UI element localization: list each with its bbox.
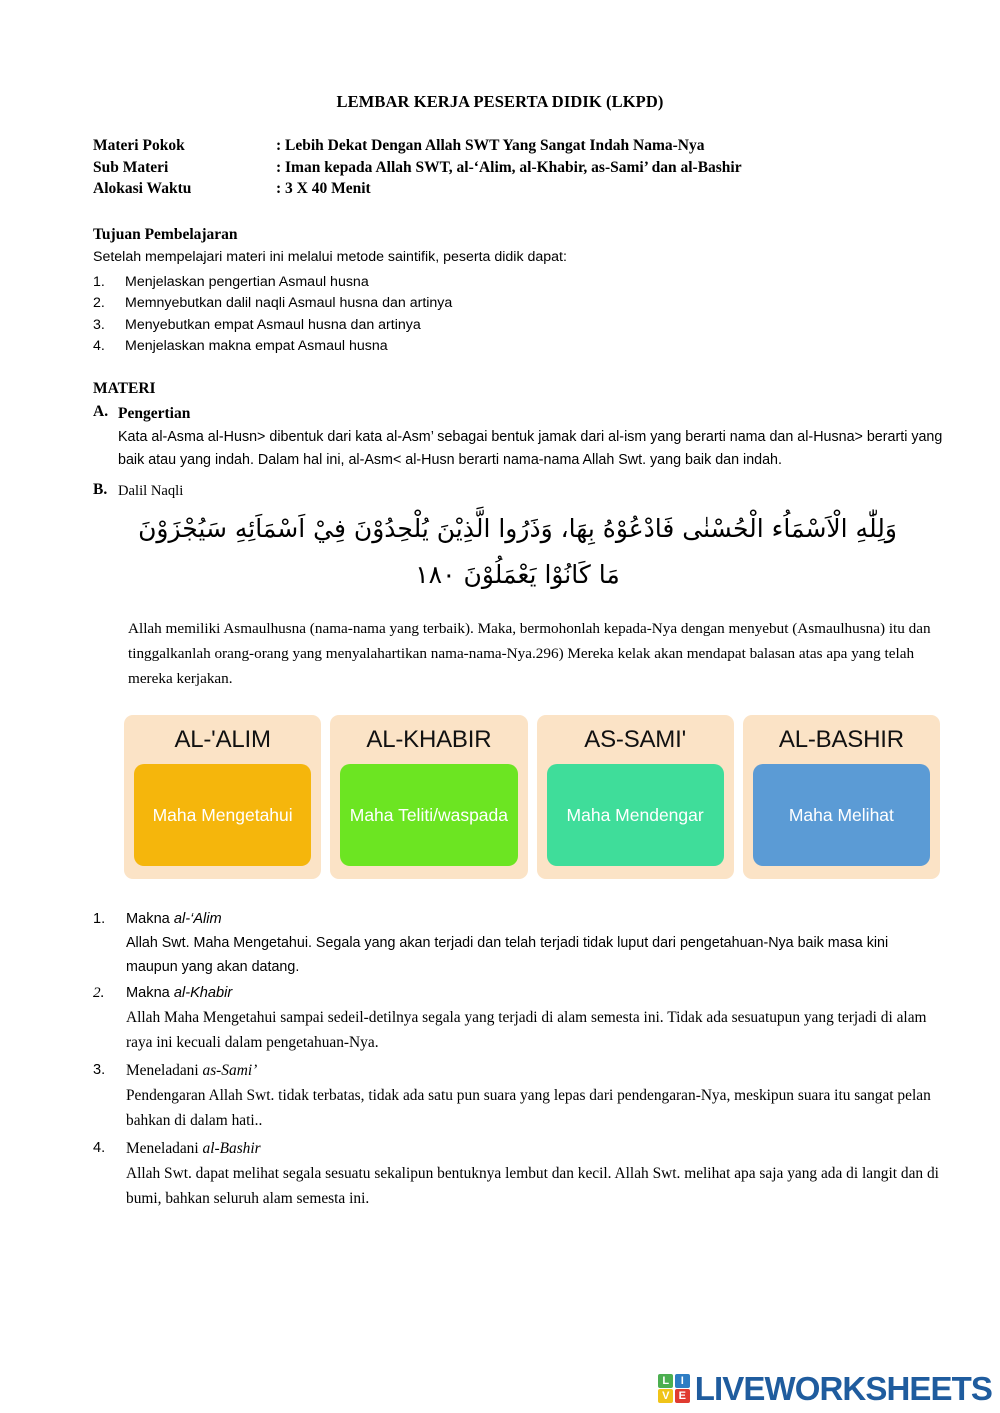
- list-item-body: [126, 1136, 940, 1212]
- card-meaning-label: Maha Mengetahui: [152, 804, 293, 825]
- section-heading-tujuan: Tujuan Pembelajaran: [93, 225, 238, 243]
- list-item: [93, 272, 1000, 294]
- meta-label: Materi Pokok: [93, 137, 185, 154]
- list-item-body: [126, 981, 940, 1056]
- list-item: [93, 907, 940, 981]
- meta-value: Iman kepada Allah SWT, al-‘Alim, al-Khabir, as-Sami’ dan al-Bashir: [285, 158, 742, 176]
- list-item: [93, 981, 940, 1058]
- list-item-number: 3.: [93, 1061, 106, 1078]
- list-item-label: Menyebutkan empat Asmaul husna dan artinya: [125, 316, 421, 333]
- card-al-bashir: [743, 715, 940, 879]
- makna-heading-prefix: Meneladani: [126, 1139, 203, 1157]
- makna-heading: [126, 1058, 940, 1083]
- section-marker: A.: [93, 402, 109, 420]
- list-item-number: 2.: [93, 983, 105, 1001]
- card-al-alim: [124, 715, 321, 879]
- list-item: [93, 315, 1000, 337]
- subsection-title: Pengertian: [118, 404, 191, 422]
- meta-separator: :: [276, 137, 282, 154]
- meta-separator: :: [276, 180, 282, 197]
- materi-section-dalil: [0, 473, 1000, 502]
- quran-translation: Allah memiliki Asmaulhusna (nama-nama yang terbaik). Maka, bermohonlah kepada-Nya dengan menyebut (Asmaulhusna) itu dan tinggalkanlah orang-orang yang menyalahartikan nama-nama-Nya.296) Mereka kelak akan mendapat balasan atas apa yang telah mereka kerjakan.: [128, 619, 931, 687]
- quran-verse-line-2: مَا كَانُوْا يَعْمَلُوْنَ ١٨٠: [415, 559, 620, 589]
- card-as-sami: [537, 715, 734, 879]
- tujuan-list: [0, 268, 1000, 358]
- makna-heading-prefix: Makna: [126, 910, 174, 927]
- card-title: AS-SAMI': [584, 725, 686, 753]
- quran-verse: [0, 502, 1000, 598]
- list-item-body: [126, 907, 940, 979]
- list-item-number: 2.: [93, 295, 105, 311]
- liveworksheets-wordmark: LIVEWORKSHEETS: [694, 1370, 992, 1407]
- makna-paragraph: Allah Swt. Maha Mengetahui. Segala yang akan terjadi dan telah terjadi tidak luput dari pengetahuan-Nya baik masa kini maupun yang akan datang.: [126, 934, 889, 975]
- liveworksheets-badge-icon: [658, 1374, 690, 1404]
- badge-tile-l: L: [658, 1374, 673, 1388]
- tujuan-intro-text: Setelah mempelajari materi ini melalui metode saintifik, peserta didik dapat:: [93, 248, 567, 265]
- card-meaning-label: Maha Mendengar: [566, 804, 704, 825]
- list-item: [93, 293, 1000, 315]
- list-item-body: [126, 1058, 940, 1134]
- makna-heading: [126, 1136, 940, 1161]
- meta-row-sub-materi: [93, 157, 1000, 179]
- asmaul-husna-cards: [0, 691, 1000, 879]
- badge-tile-i: I: [675, 1374, 690, 1388]
- makna-heading-term: al-Khabir: [173, 984, 233, 1001]
- list-item-label: Memnyebutkan dalil naqli Asmaul husna dan artinya: [125, 295, 453, 311]
- card-title: AL-BASHIR: [778, 725, 904, 753]
- meta-row-alokasi-waktu: [93, 178, 1000, 200]
- badge-tile-v: V: [658, 1389, 673, 1403]
- card-meaning-label: Maha Teliti/waspada: [349, 804, 508, 825]
- section-heading-materi: MATERI: [93, 379, 156, 397]
- makna-heading-prefix: Makna: [126, 984, 174, 1001]
- card-meaning-box: [547, 764, 724, 866]
- meta-label: Sub Materi: [93, 158, 169, 176]
- makna-heading-term: al-‘Alim: [173, 910, 222, 927]
- card-title: AL-KHABIR: [366, 725, 492, 753]
- card-meaning-label: Maha Melihat: [788, 804, 894, 825]
- list-item-number: 1.: [93, 910, 106, 927]
- meta-block: [0, 112, 1000, 200]
- section-marker: B.: [93, 480, 108, 498]
- card-meaning-box: [340, 764, 517, 866]
- makna-paragraph: Allah Maha Mengetahui sampai sedeil-detilnya segala yang terjadi di alam semesta ini. Tidak ada sesuatupun yang terjadi di alam raya ini kecuali dalam pengetahuan-Nya.: [126, 1008, 927, 1051]
- materi-section-pengertian: [0, 398, 1000, 473]
- list-item-label: Menjelaskan makna empat Asmaul husna: [125, 338, 388, 354]
- makna-heading: [126, 907, 940, 931]
- meta-row-materi-pokok: [93, 135, 1000, 157]
- list-item-label: Menjelaskan pengertian Asmaul husna: [125, 273, 369, 290]
- card-meaning-box: [753, 764, 930, 866]
- meta-value: Lebih Dekat Dengan Allah SWT Yang Sangat Indah Nama-Nya: [285, 137, 705, 154]
- section-body: [118, 403, 1000, 473]
- makna-heading-term: al-Bashir: [202, 1139, 261, 1157]
- makna-paragraph: Allah Swt. dapat melihat segala sesuatu sekalipun bentuknya lembut dan kecil. Allah Swt. melihat apa saja yang ada di langit dan di bumi, bahkan seluruh alam semesta ini.: [126, 1164, 939, 1207]
- list-item-number: 4.: [93, 338, 105, 354]
- card-meaning-box: [134, 764, 311, 866]
- list-item-number: 4.: [93, 1139, 106, 1156]
- card-title: AL-'ALIM: [174, 725, 271, 753]
- list-item: [93, 336, 1000, 358]
- makna-heading-prefix: Meneladani: [126, 1061, 203, 1079]
- makna-list: [0, 879, 1000, 1214]
- list-item-number: 1.: [93, 273, 105, 290]
- quran-verse-line-1: وَلِلّٰهِ الْاَسْمَاُء الْحُسْنٰى فَادْعُوْهُ بِهَا، وَذَرُوا الَّذِيْنَ يُلْحِدُوْنَ فِيْ اَسْمَاَئِهِ سَيُجْزَوْنَ: [138, 513, 897, 543]
- badge-tile-e: E: [675, 1389, 690, 1403]
- makna-heading-term: as-Sami’: [202, 1061, 258, 1079]
- list-item: [93, 1058, 940, 1136]
- makna-paragraph: Pendengaran Allah Swt. tidak terbatas, tidak ada satu pun suara yang lepas dari pendengaran-Nya, meskipun suara itu sangat pelan bahkan di dalam hati..: [126, 1086, 931, 1129]
- makna-heading: [126, 981, 940, 1005]
- card-al-khabir: [330, 715, 527, 879]
- meta-label: Alokasi Waktu: [93, 180, 192, 197]
- subsection-title: Dalil Naqli: [118, 482, 184, 499]
- meta-separator: :: [276, 158, 282, 176]
- meta-value: 3 X 40 Menit: [285, 180, 371, 197]
- list-item-number: 3.: [93, 316, 105, 333]
- liveworksheets-logo[interactable]: [658, 1372, 992, 1405]
- pengertian-paragraph: Kata al-Asma al-Husn> dibentuk dari kata al-Asm’ sebagai bentuk jamak dari al-ism yang berarti nama dan al-Husna> berarti yang baik atau yang indah. Dalam hal ini, al-Asm< al-Husn berarti nama-nama Allah Swt. yang baik dan indah.: [118, 428, 943, 468]
- page-title: LEMBAR KERJA PESERTA DIDIK (LKPD): [336, 92, 664, 111]
- section-body: [118, 481, 1000, 502]
- list-item: [93, 1136, 940, 1214]
